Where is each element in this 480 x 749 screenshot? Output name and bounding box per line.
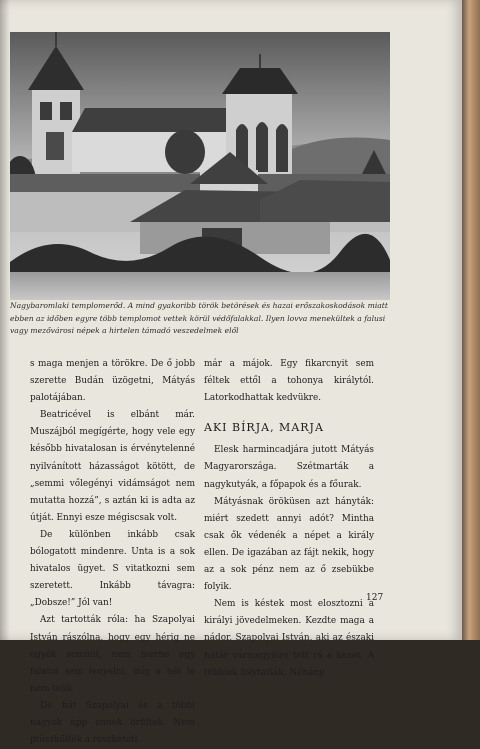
section-heading: AKI BÍRJA, MARJA	[204, 421, 324, 435]
book-edge	[462, 0, 480, 640]
paragraph: Elesk harmincadjára jutott Mátyás Magyarországa. Szétmarták a nagykutyák, a főpapok és a főurak.	[204, 445, 374, 490]
church-fortress-photo	[10, 32, 390, 300]
paragraph: már a májok. Egy fikarcnyit sem féltek ettől a tohonya királytól. Latorkodhattak kedvükre.	[204, 359, 374, 404]
paragraph: De hát Szapolyai és a többi nagyok épp ennek örültek. Nem ptüszköltek a reszketett	[30, 700, 195, 746]
right-text-column	[204, 356, 374, 682]
page-number: 127	[366, 593, 384, 603]
paragraph: Azt tartották róla: ha Szapolyai István rászólna, hogy egy hérig ne egyék semmit, nem merne egy falatot sem lenyelni, míg a hét le nem telik.	[30, 615, 195, 694]
gutter-shadow	[0, 0, 10, 640]
photo-caption: Nagybaromlaki templomerőd. A mind gyakoribb török betörések és hazai erőszakoskodások miatt ebben az időben egyre több templomot vettek körül védőfalakkal. Ilyen lovva menekültek a falusi vagy mezővárosi népek a hirtelen támadó veszedelmek elől	[10, 301, 388, 335]
paragraph: De különben inkább csak bólogatott mindenre. Unta is a sok hivatalos ügyet. S vitatkozni sem szeretett. Inkább távagra: „Dobsze!” Jól van!	[30, 529, 195, 609]
left-text-column	[30, 356, 195, 749]
paragraph: s maga menjen a törökre. De ő jobb szerette Budán üzögetni, Mátyás palotájában.	[30, 359, 195, 404]
paragraph: Nem is késtek most elosztozni a királyi jövedelmeken. Kezdte maga a nádor, Szapolyai István, aki az északi határ vármegyéire tett rá a kezét. A többiek folytatták. Néhány	[204, 599, 374, 678]
paragraph: Beatricével is elbánt már. Muszájból megígérte, hogy vele egy később hivatalosan is érvénytelenné nyilvánított házasságot kötött, de „semmi vőlegényi vidámságot nem mutatta hozzá”, s aztán ki is adta az útját. Ennyi esze mégiscsak volt.	[30, 410, 195, 523]
paragraph: Mátyásnak öröküsen azt hányták: miért szedett annyi adót? Mintha csak ők védenék a népet a király ellen. De igazában az fájt nekik, hogy az a sok pénz nem az ő zsebükbe folyik.	[204, 496, 374, 593]
